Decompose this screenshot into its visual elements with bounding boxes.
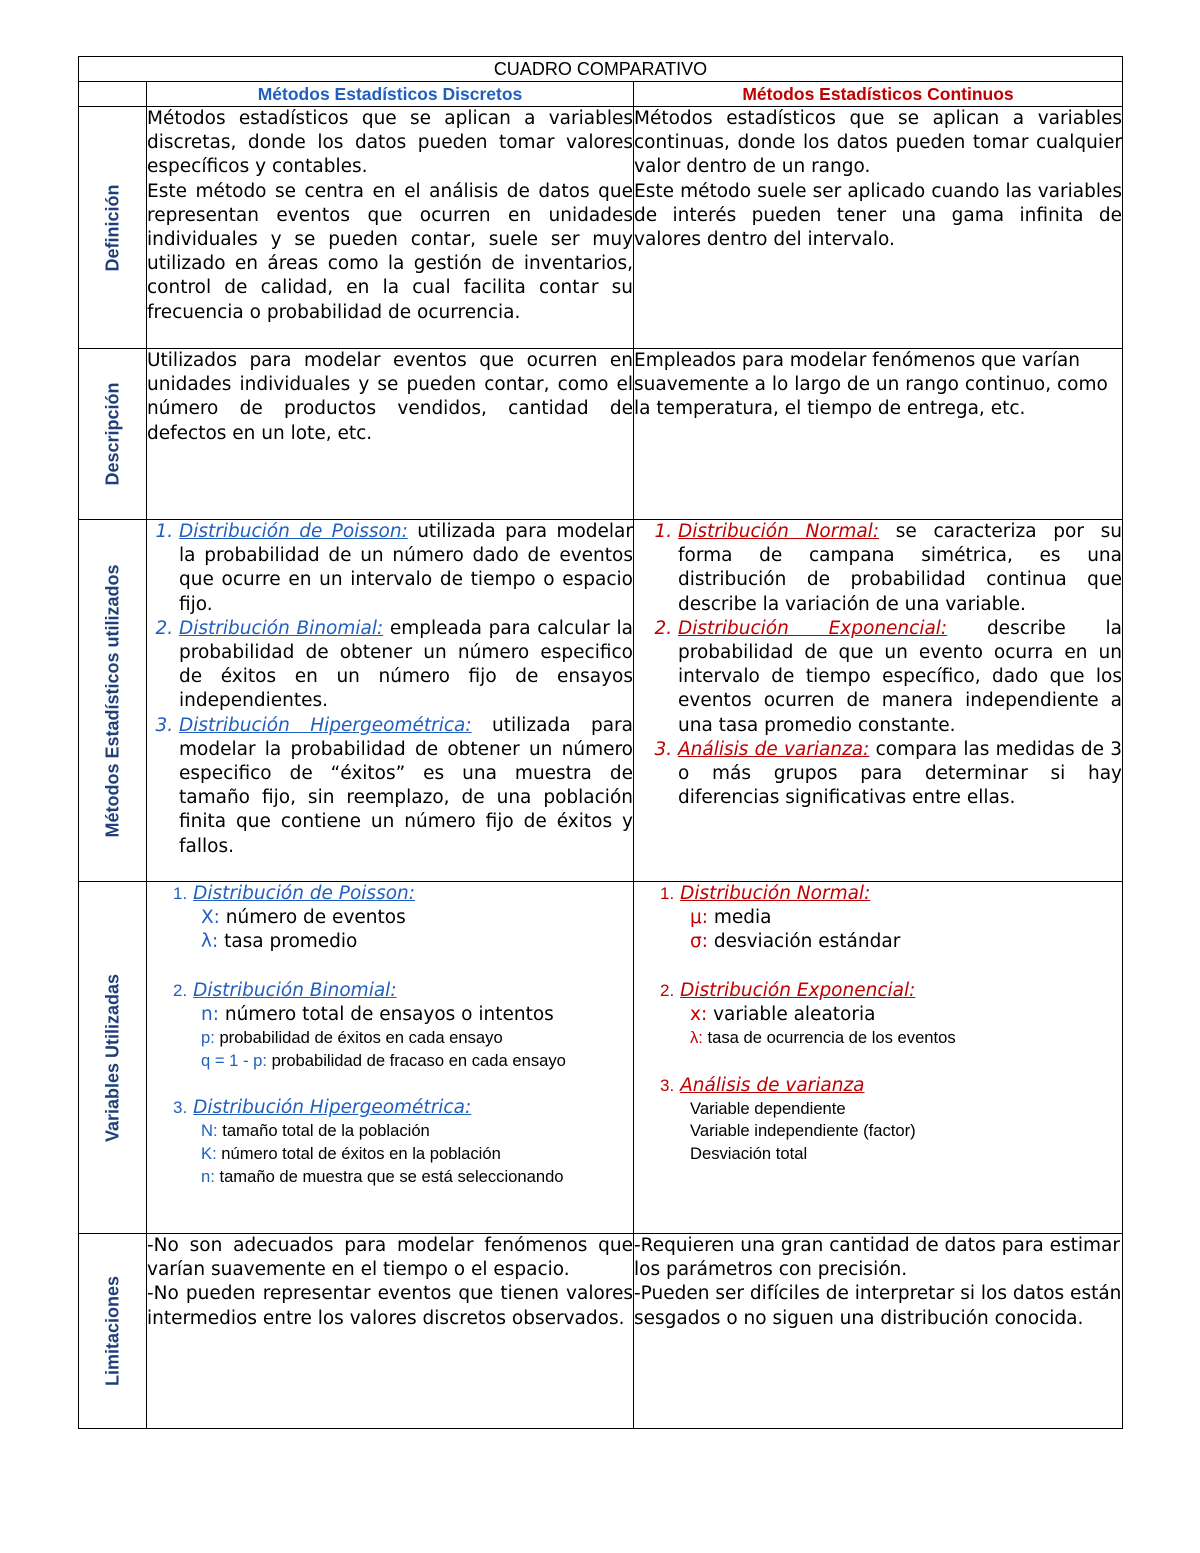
limitaciones-continuous (634, 1234, 1123, 1429)
hypergeometric-vars (173, 1096, 633, 1188)
paragraph: Métodos estadísticos que se aplican a variables continuas, donde los datos pueden tomar cualquier valor dentro de un rango. (634, 108, 1122, 178)
definicion-discrete (147, 107, 634, 349)
limitaciones-discrete (147, 1234, 634, 1429)
anova-link[interactable]: Análisis de varianza: (678, 738, 870, 760)
poisson-title[interactable]: Distribución de Poisson: (193, 883, 415, 904)
continuous-method-list (634, 520, 1122, 810)
row-label-variables: Variables Utilizadas (79, 882, 147, 1234)
item-text: se caracteriza por su forma de campana simétrica, es una distribución de probabilidad continua que describe la variación de una variable. (678, 521, 1122, 615)
variables-discrete (147, 882, 634, 1234)
var-symbol: K: (201, 1144, 217, 1163)
poisson-link[interactable]: Distribución de Poisson: (179, 521, 408, 542)
var-symbol: λ: (690, 1028, 703, 1048)
hypergeometric-link[interactable]: Distribución Hipergeométrica: (179, 714, 472, 736)
paragraph: Este método se centra en el análisis de datos que representan eventos que ocurren en unidades individuales y se pueden contar, suele ser muy utilizado en áreas como la gestión de inventarios, control de calidad, en la cual facilita contar su frecuencia o probabilidad de ocurrencia. (147, 180, 633, 323)
variables-continuous (634, 882, 1123, 1234)
var-desc: media (708, 907, 772, 929)
var-symbol: q = 1 - p: (201, 1050, 267, 1070)
var-symbol: p: (201, 1028, 215, 1048)
var-desc: tasa promedio (218, 931, 358, 953)
header-continuous: Métodos Estadísticos Continuos (634, 82, 1123, 107)
list-item (678, 520, 1122, 617)
item-text: empleada para calcular la probabilidad de obtener un número especifico de éxitos en un número fijo de ensayos independientes. (179, 617, 633, 712)
item-number: 3. (173, 1098, 188, 1118)
var-symbol: N: (201, 1121, 218, 1141)
var-desc: tasa de ocurrencia de los eventos (702, 1028, 956, 1048)
comparison-table (78, 56, 1123, 1429)
paragraph: Métodos estadísticos que se aplican a variables discretas, donde los datos pueden tomar valores específicos y contables. (147, 108, 633, 178)
row-label-definicion: Definición (79, 107, 147, 349)
header-discrete: Métodos Estadísticos Discretos (147, 82, 634, 107)
binomial-vars (173, 979, 633, 1073)
descripcion-discrete: Utilizados para modelar eventos que ocurren en unidades individuales y se pueden contar, como el número de productos vendidos, cantidad de defectos en un lote, etc. (147, 349, 634, 520)
binomial-link[interactable]: Distribución Binomial: (179, 617, 384, 639)
var-symbol: μ: (690, 907, 709, 929)
discrete-method-list (147, 520, 633, 859)
normal-vars (660, 882, 1122, 955)
list-item (678, 617, 1122, 738)
var-desc: Desviación total (690, 1144, 808, 1163)
item-number: 1. (660, 884, 675, 903)
row-label-limitaciones: Limitaciones (79, 1234, 147, 1429)
var-symbol: x: (690, 1003, 708, 1025)
row-label-descripcion: Descripción (79, 349, 147, 520)
var-desc: probabilidad de éxitos en cada ensayo (214, 1028, 503, 1048)
item-text: utilizada para modelar la probabilidad de obtener un número especifico de “éxitos” es una muestra de tamaño fijo, sin reemplazo, de una población finita que contiene un número fijo de éxitos y fallos. (179, 714, 633, 857)
var-symbol: λ: (201, 931, 219, 953)
list-item (678, 738, 1122, 811)
normal-title[interactable]: Distribución Normal: (680, 883, 871, 904)
list-item (179, 714, 633, 859)
item-number: 2. (173, 980, 188, 1000)
row-label-metodos: Métodos Estadísticos utilizados (79, 520, 147, 882)
var-desc: Variable dependiente (690, 1098, 846, 1118)
definicion-continuous (634, 107, 1123, 349)
normal-link[interactable]: Distribución Normal: (678, 521, 880, 542)
exponential-vars (660, 979, 1122, 1050)
binomial-title[interactable]: Distribución Binomial: (193, 979, 397, 1001)
poisson-vars (173, 882, 633, 955)
var-desc: probabilidad de fracaso en cada ensayo (266, 1050, 566, 1070)
metodos-discrete (147, 520, 634, 882)
anova-vars (660, 1074, 1122, 1166)
var-symbol: n: (201, 1003, 219, 1025)
paragraph: -No son adecuados para modelar fenómenos que varían suavemente en el tiempo o el espacio. (147, 1235, 633, 1281)
var-desc: número total de ensayos o intentos (218, 1003, 554, 1025)
paragraph: -Requieren una gran cantidad de datos para estimar los parámetros con precisión. (634, 1235, 1121, 1281)
item-number: 1. (173, 884, 188, 903)
var-symbol: n: (201, 1166, 215, 1186)
var-desc: número de eventos (219, 907, 406, 929)
exponential-link[interactable]: Distribución Exponencial: (678, 617, 948, 639)
item-number: 3. (660, 1075, 675, 1095)
var-desc: número total de éxitos en la población (216, 1144, 501, 1163)
exponential-title[interactable]: Distribución Exponencial: (680, 979, 916, 1001)
var-desc: tamaño total de la población (217, 1121, 430, 1141)
header-empty-cell (79, 82, 147, 107)
hypergeometric-title[interactable]: Distribución Hipergeométrica: (193, 1097, 472, 1119)
var-symbol: X: (201, 907, 220, 929)
item-text: utilizada para modelar la probabilidad de un número dado de eventos que ocurre en un intervalo de tiempo o espacio fijo. (179, 521, 633, 615)
table-title: CUADRO COMPARATIVO (79, 57, 1123, 82)
list-item (179, 617, 633, 714)
paragraph: -No pueden representar eventos que tienen valores intermedios entre los valores discretos observados. (147, 1283, 633, 1329)
item-text: compara las medidas de 3 o más grupos para determinar si hay diferencias significativas entre ellas. (678, 738, 1122, 809)
paragraph: -Pueden ser difíciles de interpretar si los datos están sesgados o no siguen una distribución conocida. (634, 1283, 1122, 1329)
list-item (179, 520, 633, 617)
var-desc: variable aleatoria (707, 1003, 876, 1025)
descripcion-continuous: Empleados para modelar fenómenos que varían suavemente a lo largo de un rango continuo, como la temperatura, el tiempo de entrega, etc. (634, 349, 1123, 520)
var-desc: Variable independiente (factor) (690, 1121, 916, 1141)
anova-title[interactable]: Análisis de varianza (680, 1074, 865, 1096)
var-desc: desviación estándar (707, 931, 901, 953)
item-text: describe la probabilidad de que un evento ocurra en un intervalo de tiempo específico, dado que los eventos ocurren de manera independiente a una tasa promedio constante. (678, 617, 1122, 736)
paragraph: Este método suele ser aplicado cuando las variables de interés pueden tener una gama infinita de valores dentro del intervalo. (634, 180, 1122, 251)
var-desc: tamaño de muestra que se está seleccionando (214, 1166, 564, 1186)
item-number: 2. (660, 980, 675, 1000)
var-symbol: σ: (690, 931, 708, 953)
metodos-continuous (634, 520, 1123, 882)
